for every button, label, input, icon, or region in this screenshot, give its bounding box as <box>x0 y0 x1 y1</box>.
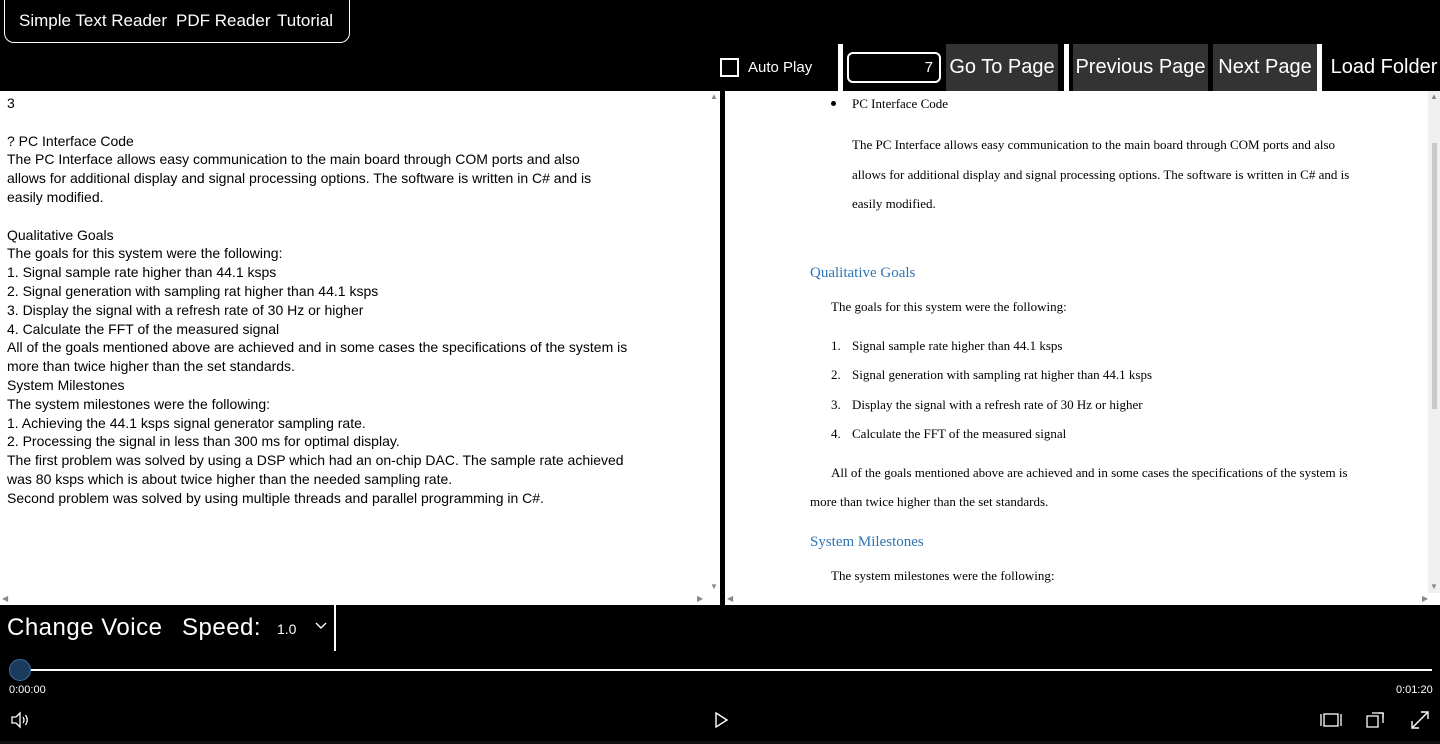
scroll-up-icon[interactable]: ▲ <box>1430 92 1438 101</box>
progress-track[interactable] <box>20 669 1432 671</box>
text-pane-horizontal-scrollbar[interactable] <box>0 593 708 605</box>
scroll-up-icon[interactable]: ▲ <box>710 92 718 101</box>
toolbar-divider <box>838 44 843 91</box>
pdf-list-number: 4. <box>831 426 841 441</box>
chevron-down-icon[interactable] <box>313 618 329 634</box>
scroll-thumb[interactable] <box>1432 143 1437 409</box>
next-page-button[interactable]: Next Page <box>1213 44 1317 91</box>
text-pane[interactable] <box>0 91 720 605</box>
play-icon[interactable] <box>709 709 731 731</box>
aspect-ratio-icon[interactable] <box>1320 709 1342 731</box>
pdf-bullet-heading: PC Interface Code <box>852 96 949 111</box>
tab-pdf-reader[interactable]: PDF Reader <box>176 11 271 30</box>
pdf-pane-horizontal-scrollbar[interactable] <box>725 593 1428 605</box>
toolbar-divider <box>1064 44 1069 91</box>
scroll-right-icon[interactable]: ▶ <box>1422 594 1429 603</box>
pdf-paragraph-line: All of the goals mentioned above are achieved and in some cases the specifications of the system is <box>831 465 1348 480</box>
pdf-pane[interactable] <box>725 91 1440 605</box>
auto-play-label: Auto Play <box>748 59 813 76</box>
pdf-paragraph-line: The PC Interface allows easy communication to the main board through COM ports and also <box>852 137 1336 152</box>
pdf-list-item: Signal sample rate higher than 44.1 ksps <box>852 338 1063 353</box>
pdf-list-item: Calculate the FFT of the measured signal <box>852 426 1067 441</box>
pdf-page <box>725 91 1425 593</box>
previous-page-button[interactable]: Previous Page <box>1073 44 1208 91</box>
auto-play-toggle[interactable] <box>720 58 812 77</box>
media-player <box>0 605 1440 744</box>
text-pane-vertical-scrollbar[interactable] <box>708 91 720 593</box>
toolbar-divider <box>1317 44 1322 91</box>
auto-play-checkbox[interactable] <box>720 58 739 77</box>
go-to-page-button[interactable]: Go To Page <box>946 44 1058 91</box>
text-content: 3 ? PC Interface Code The PC Interface allows easy communication to the main board through COM ports and also allows for additional display and signal processing options. The software is written in C# and is easily modified. Qualitative Goals The goals for this system were the following: 1. Signal sample rate higher than 44.1 ksps 2. Signal generation with sampling rat higher than 44.1 ksps 3. Display the signal with a refresh rate of 30 Hz or higher 4. Calculate the FFT of the measured signal All of the goals mentioned above are achieved and in some cases the specifications of the system is more than twice higher than the set standards. System Milestones The system milestones were the following: 1. Achieving the 44.1 ksps signal generator sampling rate. 2. Processing the signal in less than 300 ms for optimal display. The first problem was solved by using a DSP which had an on-chip DAC. The sample rate achieved was 80 ksps which is about twice higher than the needed sampling rate. Second problem was solved by using multiple threads and parallel programming in C#. <box>7 95 628 506</box>
cast-icon[interactable] <box>1364 709 1386 731</box>
scroll-down-icon[interactable]: ▼ <box>710 582 718 591</box>
tab-tutorial[interactable]: Tutorial <box>277 11 334 30</box>
pdf-paragraph-line: allows for additional display and signal processing options. The software is written in C# and is <box>852 167 1350 182</box>
scroll-down-icon[interactable]: ▼ <box>1430 582 1438 591</box>
volume-icon[interactable] <box>9 709 31 731</box>
change-voice-button[interactable]: Change Voice <box>7 614 163 641</box>
pdf-pane-vertical-scrollbar[interactable] <box>1428 91 1440 593</box>
page-number-input[interactable]: 7 <box>847 52 941 83</box>
tab-simple-text-reader[interactable]: Simple Text Reader <box>19 11 168 30</box>
speed-label: Speed: <box>182 614 262 641</box>
pdf-paragraph-line: easily modified. <box>852 196 936 211</box>
pdf-list-item: Display the signal with a refresh rate of 30 Hz or higher <box>852 397 1143 412</box>
pdf-paragraph-line: more than twice higher than the set standards. <box>810 494 1049 509</box>
speed-divider <box>334 605 336 651</box>
fullscreen-icon[interactable] <box>1409 709 1431 731</box>
load-folder-button[interactable]: Load Folder <box>1328 44 1440 91</box>
pdf-goals-intro: The goals for this system were the following: <box>831 299 1067 314</box>
toolbar <box>0 44 1440 91</box>
pdf-list-number: 3. <box>831 397 841 412</box>
pdf-list-item: Signal generation with sampling rat higher than 44.1 ksps <box>852 367 1153 382</box>
tab-bar <box>0 0 1440 44</box>
total-time: 0:01:20 <box>1396 684 1433 696</box>
scroll-left-icon[interactable]: ◀ <box>727 594 734 603</box>
current-time: 0:00:00 <box>9 684 46 696</box>
pdf-list-number: 1. <box>831 338 841 353</box>
scroll-right-icon[interactable]: ▶ <box>697 594 704 603</box>
speed-select-value[interactable]: 1.0 <box>277 621 297 637</box>
pdf-heading-goals: Qualitative Goals <box>810 265 916 281</box>
pdf-list-number: 2. <box>831 367 841 382</box>
pdf-heading-milestones: System Milestones <box>810 534 924 550</box>
pdf-milestones-intro: The system milestones were the following: <box>831 568 1055 583</box>
bullet-icon <box>831 101 836 106</box>
progress-knob[interactable] <box>9 659 31 681</box>
scroll-left-icon[interactable]: ◀ <box>2 594 9 603</box>
